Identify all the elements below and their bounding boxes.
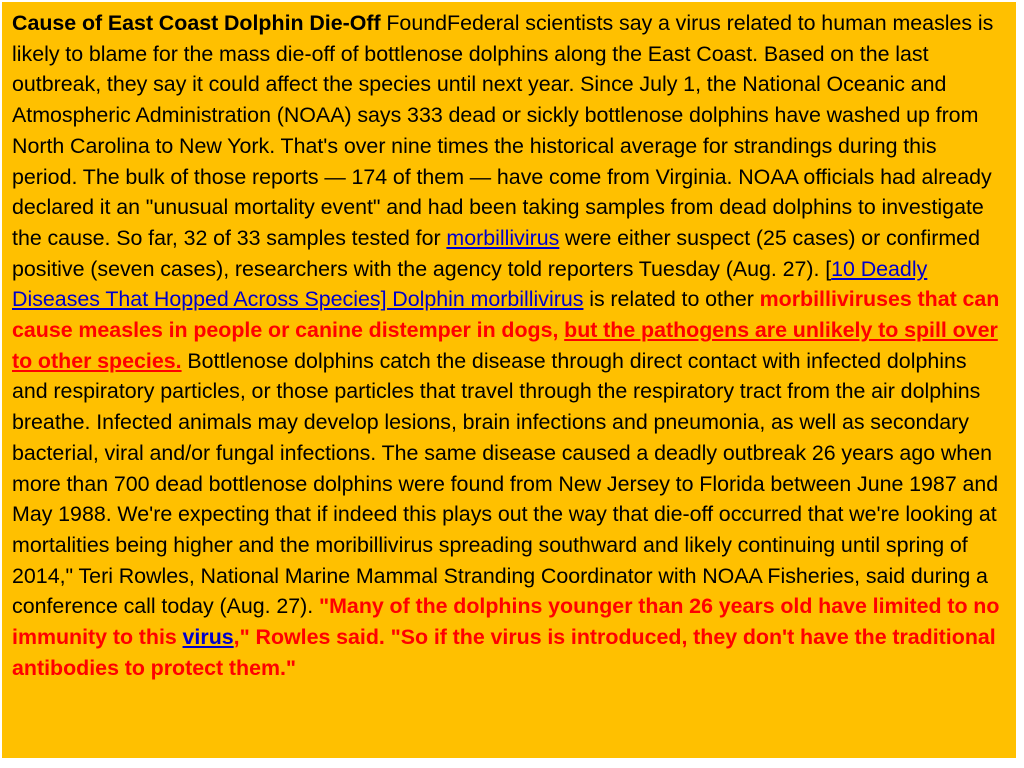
article-text-4: Bottlenose dolphins catch the disease through direct contact with infected dolphins and respiratory particles, or those particles that travel through the respiratory tract from the air dolphins breathe. Infected animals may develop lesions, brain infections and pneumonia, as well as secondary bacterial, viral and/or fungal infections. The same disease caused a deadly outbreak 26 years ago when more than 700 dead bottlenose dolphins were found from New Jersey to Florida between June 1987 and May 1988. We're expecting that if indeed this plays out the way that die-off occurred that we're looking at mortalities being higher and the moribillivirus spreading southward and likely continuing until spring of 2014," Teri Rowles, National Marine Mammal Stranding Coordinator with NOAA Fisheries, said during a conference call today (Aug. 27). xyxy=(12,348,999,619)
article-text-1: FoundFederal scientists say a virus related to human measles is likely to blame for the mass die-off of bottlenose dolphins along the East Coast. Based on the last outbreak, they say it could affect the species until next year. Since July 1, the National Oceanic and Atmospheric Administration (NOAA) says 333 dead or sickly bottlenose dolphins have washed up from North Carolina to New York. That's over nine times the historical average for strandings during this period. The bulk of those reports — 174 of them — have come from Virginia. NOAA officials had already declared it an "unusual mortality event" and had been taking samples from dead dolphins to investigate the cause. So far, 32 of 33 samples tested for xyxy=(12,11,994,250)
link-morbillivirus[interactable]: morbillivirus xyxy=(446,225,560,250)
article-body xyxy=(12,8,1006,683)
article-text-2: were either suspect (25 cases) or confirmed positive (seven cases), researchers with the agency told reporters Tuesday (Aug. 27). [ xyxy=(12,225,980,281)
emphasis-quote-2: ," Rowles said. "So if the virus is introduced, they don't have the traditional antibodies to protect them." xyxy=(12,625,996,680)
article-title: Cause of East Coast Dolphin Die-Off xyxy=(12,11,381,35)
link-deadly-diseases[interactable]: 10 Deadly Diseases That Hopped Across Species] Dolphin morbillivirus xyxy=(12,256,928,312)
emphasis-underlined-text: but the pathogens are unlikely to spill over to other species. xyxy=(12,318,998,373)
emphasis-text-1: morbilliviruses that can cause measles in people or canine distemper in dogs, xyxy=(12,287,1000,343)
article-text-3: is related to other xyxy=(583,287,760,312)
emphasis-quote-1: "Many of the dolphins younger than 26 years old have limited to no immunity to this xyxy=(12,594,1000,650)
link-virus[interactable]: virus xyxy=(182,625,234,650)
slide-text-box xyxy=(2,2,1016,758)
